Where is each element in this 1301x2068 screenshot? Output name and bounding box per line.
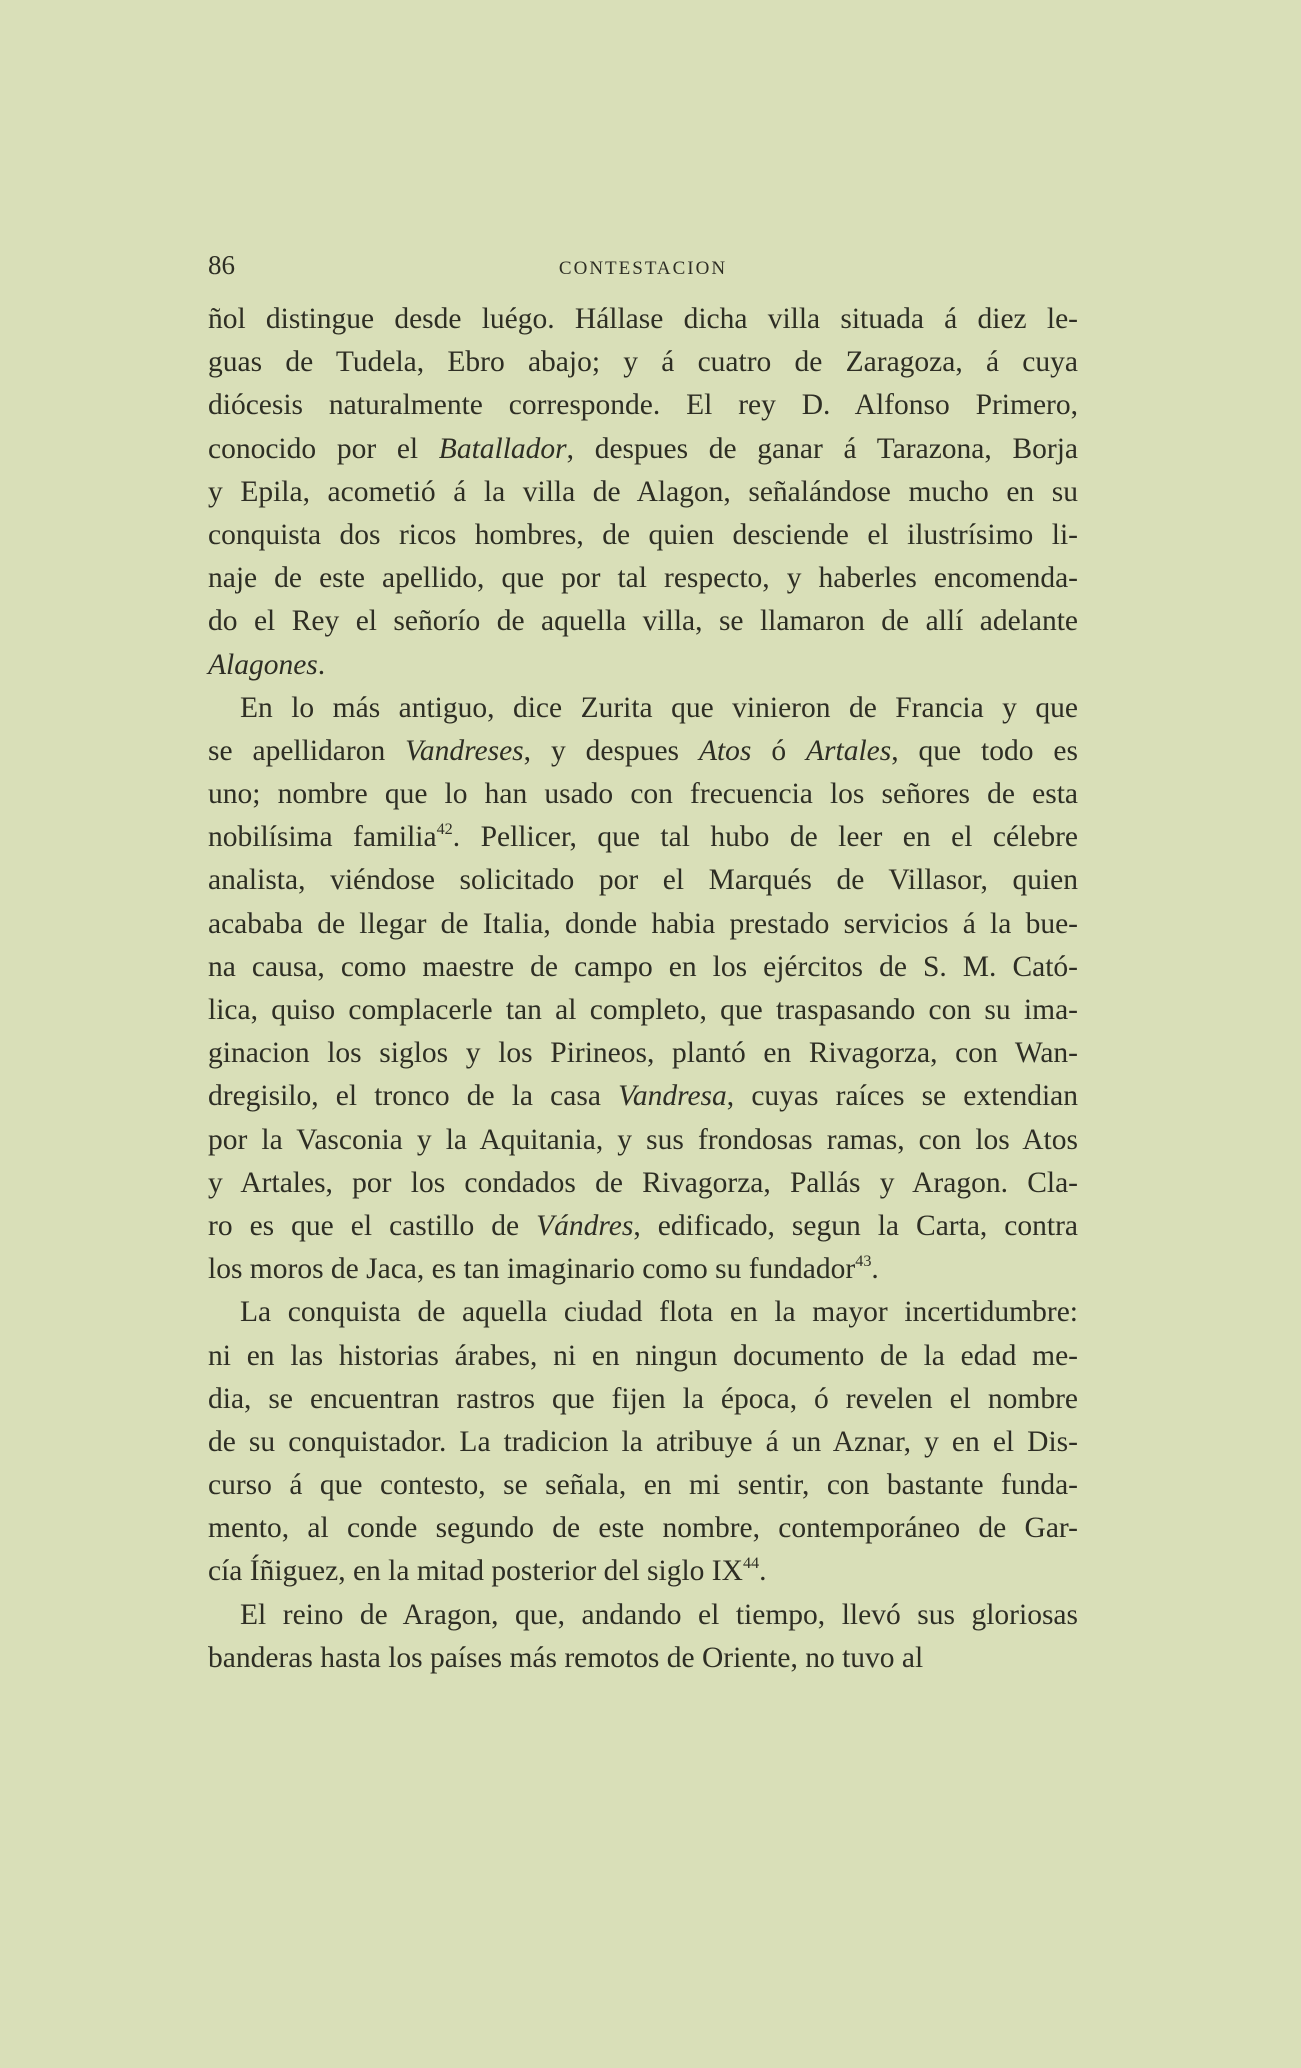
text-line: [208, 730, 1078, 773]
text-line: [208, 557, 1078, 600]
text-line: [208, 687, 1078, 730]
text-run: curso á que contesto, se señala, en mi sentir, con bastante funda-: [208, 1469, 1078, 1502]
italic-text: Vándres: [536, 1209, 634, 1242]
footnote-ref: 42: [436, 820, 453, 839]
text-run: conquista dos ricos hombres, de quien desciende el ilustrísimo li-: [208, 518, 1078, 551]
text-run: ginacion los siglos y los Pirineos, plantó en Rivagorza, con Wan-: [208, 1037, 1078, 1070]
text-line: [208, 514, 1078, 557]
text-run: ñol distingue desde luégo. Hállase dicha villa situada á diez le-: [208, 303, 1078, 335]
text-run: dregisilo, el tronco de la casa: [208, 1080, 619, 1113]
text-run: , edificado, segun la Carta, contra: [633, 1209, 1078, 1242]
text-run: naje de este apellido, que por tal respecto, y haberles encomenda-: [208, 562, 1078, 595]
text-run: La conquista de aquella ciudad flota en la mayor incertidumbre:: [240, 1296, 1078, 1329]
text-line: [208, 644, 1078, 687]
italic-text: Artales: [806, 734, 892, 767]
text-run: por la Vasconia y la Aquitania, y sus frondosas ramas, con los Atos: [208, 1123, 1078, 1156]
text-run: nobilísima familia: [208, 821, 437, 854]
text-line: [208, 989, 1078, 1032]
text-line: [208, 1075, 1078, 1118]
text-line: [208, 1119, 1078, 1162]
text-run: se apellidaron: [208, 734, 406, 767]
text-line: [208, 1248, 1078, 1291]
text-line: [208, 903, 1078, 946]
text-run: guas de Tudela, Ebro abajo; y á cuatro de Zaragoza, á cuya: [208, 346, 1078, 379]
text-line: [208, 1335, 1078, 1378]
text-run: dia, se encuentran rastros que fijen la época, ó revelen el nombre: [208, 1382, 1078, 1415]
text-line: [208, 773, 1078, 816]
text-run: y Epila, acometió á la villa de Alagon, señalándose mucho en su: [208, 475, 1078, 508]
text-line: [208, 1378, 1078, 1421]
text-run: ó: [751, 734, 807, 767]
text-run: En lo más antiguo, dice Zurita que vinieron de Francia y que: [240, 691, 1078, 724]
text-run: acababa de llegar de Italia, donde habia prestado servicios á la bue-: [208, 907, 1078, 940]
text-line: [208, 946, 1078, 989]
text-run: uno; nombre que lo han usado con frecuencia los señores de esta: [208, 778, 1078, 811]
text-run: analista, viéndose solicitado por el Marqués de Villasor, quien: [208, 864, 1078, 897]
text-line: [208, 1637, 1078, 1680]
text-line: [208, 816, 1078, 859]
text-line: [208, 384, 1078, 427]
running-head: CONTESTACION: [558, 258, 728, 279]
text-line: [208, 1162, 1078, 1205]
text-run: , que todo es: [891, 734, 1078, 767]
text-run: El reino de Aragon, que, andando el tiempo, llevó sus gloriosas: [240, 1598, 1078, 1631]
text-line: [208, 1421, 1078, 1464]
text-run: .: [759, 1555, 767, 1588]
page-number: 86: [208, 250, 235, 280]
body-text: [208, 298, 1078, 1680]
text-run: los moros de Jaca, es tan imaginario como su fundador: [208, 1253, 856, 1286]
text-run: ni en las historias árabes, ni en ningun documento de la edad me-: [208, 1339, 1078, 1372]
footnote-ref: 43: [855, 1251, 872, 1270]
text-line: [208, 1550, 1078, 1593]
text-line: [208, 600, 1078, 643]
text-run: , cuyas raíces se extendian: [726, 1080, 1078, 1113]
text-line: [208, 471, 1078, 514]
text-run: banderas hasta los países más remotos de Oriente, no tuvo al: [208, 1641, 924, 1674]
text-line: [208, 1594, 1078, 1637]
italic-text: Batallador: [438, 432, 567, 465]
italic-text: Vandresa: [618, 1080, 727, 1113]
italic-text: Alagones: [208, 648, 318, 681]
italic-text: Vandreses: [405, 734, 524, 767]
text-run: cía Íñiguez, en la mitad posterior del siglo IX: [208, 1555, 743, 1588]
text-run: mento, al conde segundo de este nombre, contemporáneo de Gar-: [208, 1512, 1078, 1545]
text-run: y Artales, por los condados de Rivagorza, Pallás y Aragon. Cla-: [208, 1166, 1078, 1199]
text-line: [208, 1032, 1078, 1075]
text-line: [208, 1464, 1078, 1507]
footnote-ref: 44: [742, 1554, 760, 1573]
text-run: lica, quiso complacerle tan al completo, que traspasando con su ima-: [208, 994, 1078, 1026]
text-run: na causa, como maestre de campo en los ejércitos de S. M. Cató-: [208, 950, 1078, 983]
text-run: conocido por el: [208, 432, 439, 465]
text-run: .: [871, 1253, 879, 1286]
text-run: . Pellicer, que tal hubo de leer en el célebre: [452, 821, 1078, 854]
text-line: [208, 428, 1078, 471]
text-line: [208, 1507, 1078, 1550]
page-header: [208, 250, 1078, 290]
text-run: do el Rey el señorío de aquella villa, se llamaron de allí adelante: [208, 605, 1078, 638]
text-line: [208, 298, 1078, 341]
text-run: ro es que el castillo de: [208, 1209, 537, 1242]
text-run: , y despues: [523, 734, 699, 767]
text-line: [208, 341, 1078, 384]
text-run: de su conquistador. La tradicion la atribuye á un Aznar, y en el Dis-: [208, 1425, 1078, 1458]
text-run: diócesis naturalmente corresponde. El rey D. Alfonso Primero,: [208, 389, 1078, 422]
text-line: [208, 1291, 1078, 1334]
text-line: [208, 1205, 1078, 1248]
text-run: , despues de ganar á Tarazona, Borja: [566, 432, 1078, 465]
italic-text: Atos: [698, 734, 752, 767]
text-run: .: [317, 648, 326, 681]
text-line: [208, 859, 1078, 902]
